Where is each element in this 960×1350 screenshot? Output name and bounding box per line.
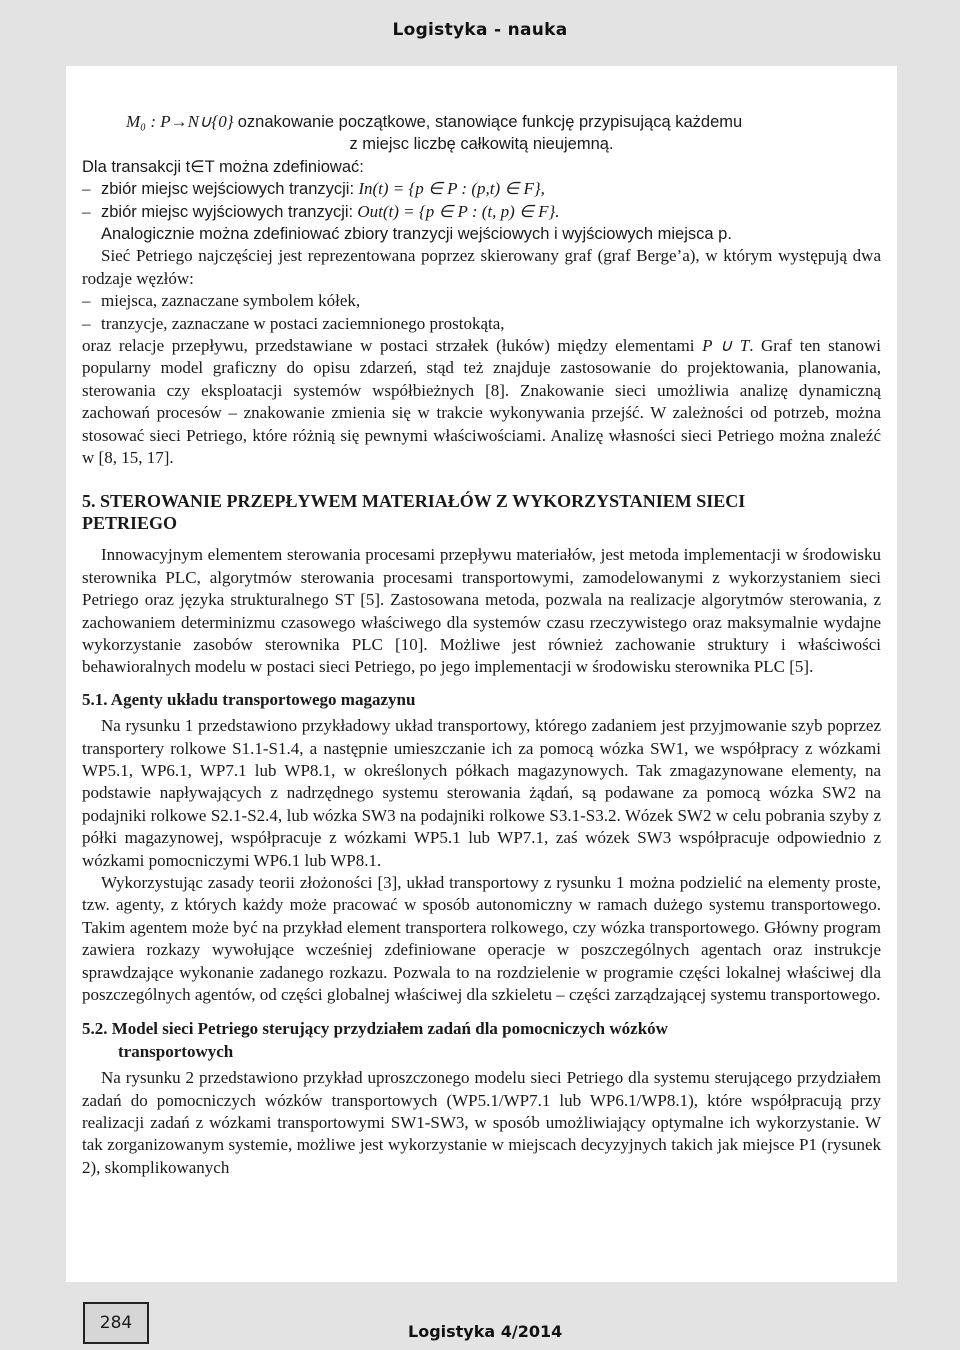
section-5-2-paragraph: Na rysunku 2 przedstawiono przykład uproszczonego modelu sieci Petriego dla systemu sterującego przydziałem zadań do pomocniczych wózków transportowych (WP5.1/WP7.1 lub WP6.1/WP8.1), które współpracują przy realizacji zadań z wózkami transportowymi SW1-SW3, w sposób umożliwiający optymalne ich wykorzystanie. W tak zorganizowanym systemie, możliwe jest wykorzystanie w miejscach decyzyjnych takich jak miejsce P1 (rysunek 2), skomplikowanych (82, 1068, 881, 1177)
petri-bullet-transitions (82, 313, 881, 335)
section-5-1-heading: 5.1. Agenty układu transportowego magazynu (82, 689, 416, 709)
relations-text-a: oraz relacje przepływu, przedstawiane w postaci strzałek (łuków) między elementami (82, 336, 695, 356)
dash-glyph: – (82, 313, 91, 333)
relations-formula: P ∪ T (702, 336, 750, 356)
m0-text-1: oznakowanie początkowe, stanowiące funkcję przypisującą każdemu (237, 113, 743, 131)
in-label: zbiór miejsc wejściowych tranzycji: (101, 180, 355, 199)
petri-intro: Sieć Petriego najczęściej jest reprezentowana poprzez skierowany graf (graf Berge’a), w którym występują dwa rodzaje węzłów: (82, 246, 881, 288)
in-set-item (82, 178, 881, 200)
section-5-1-paragraph-2: Wykorzystując zasady teorii złożoności [3], układ transportowy z rysunku 1 można podzielić na elementy proste, tzw. agenty, z których każdy może pracować w sposób autonomiczny w ramach dużego systemu transportowego. Takim agentem może być na przykład element transportera rolkowego, czy wózka transportowego. Główny program zawiera rozkazy wywołujące wcześniej zdefiniowane operacje w poszczególnych agentach oraz instrukcje sprawdzające wykonanie zadanego rozkazu. Pozwala to na rozdzielenie w programie części lokalnej właściwej dla poszczególnych agentów, od części globalnej właściwej dla szkieletu – części zarządzającej systemu transportowego. (82, 873, 881, 1005)
dash-glyph: – (82, 179, 91, 199)
running-header: Logistyka - nauka (392, 20, 568, 40)
page-number-box: 284 (83, 1302, 149, 1344)
petri-bullet-1: miejsca, zaznaczane symbolem kółek, (101, 291, 361, 311)
section-5-1-paragraph-1: Na rysunku 1 przedstawiono przykładowy układ transportowy, którego zadaniem jest przyjmowanie szyb poprzez transportery rolkowe S1.1-S1.4, a następnie umieszczanie ich za pomocą wózka SW1, we współpracy z wózkami WP5.1, WP6.1, WP7.1 lub WP8.1, w określonych półkach magazynowych. Tak zmagazynowane elementy, na podstawie napływających z nadrzędnego systemu sterowania żądań, są podawane za pomocą wózka SW2 na podajniki rolkowe S2.1-S2.4, lub wózka SW3 na podajniki rolkowe S3.1-S3.2. Wózek SW2 w celu pobrania szyby z półki magazynowej, współpracuje z wózkami WP5.1 lub WP7.1, zaś wózek SW3 współpracuje odpowiednio z wózkami pomocniczymi WP6.1 lub WP8.1. (82, 716, 881, 870)
relations-text-b: . Graf ten stanowi popularny model graficzny do opisu zdarzeń, stąd też znajduje zastosowanie do projektowania, planowania, sterowania czy eksploatacji systemów współbieżnych [8]. Znakowanie sieci umożliwia analizę dynamiczną zachowań procesów – znakowanie zmienia się w trakcie wykonywania przejść. W zależności od potrzeb, można stosować sieci Petriego, które różnią się pewnymi właściwościami. Analizę własności sieci Petriego można znaleźć w [8, 15, 17]. (82, 336, 881, 468)
m0-text-2: z miejsc liczbę całkowitą nieujemną. (349, 135, 614, 154)
petri-bullet-2: tranzycje, zaznaczane w postaci zaciemnionego prostokąta, (101, 313, 505, 333)
section-5-heading-line-1: 5. STEROWANIE PRZEPŁYWEM MATERIAŁÓW Z WYKORZYSTANIEM SIECI (82, 490, 746, 511)
section-5-2-heading-line-2: transportowych (118, 1041, 234, 1061)
analog-definition: Analogicznie można zdefiniować zbiory tranzycji wejściowych i wyjściowych miejsca p. (101, 225, 732, 244)
dash-glyph: – (82, 291, 91, 311)
section-5-2-heading-line-1: 5.2. Model sieci Petriego sterujący przydziałem zadań dla pomocniczych wózków (82, 1019, 668, 1039)
section-5-heading-line-2: PETRIEGO (82, 512, 178, 533)
journal-footer: Logistyka 4/2014 (408, 1322, 563, 1341)
header-bar (0, 0, 960, 66)
m0-definition (82, 111, 881, 133)
in-formula: In(t) = {p ∈ P : (p,t) ∈ F}, (358, 179, 545, 199)
petri-bullet-places (82, 290, 881, 312)
article-content (82, 111, 881, 1179)
section-5-2-heading (82, 1018, 881, 1063)
out-label: zbiór miejsc wyjściowych tranzycji: (101, 202, 354, 221)
out-set-item (82, 201, 881, 223)
m0-formula: M₀ : P→N∪{0} (126, 112, 234, 131)
transaction-intro: Dla transakcji t∈T można zdefiniować: (82, 157, 364, 176)
out-formula: Out(t) = {p ∈ P : (t, p) ∈ F}. (357, 201, 560, 221)
dash-glyph: – (82, 201, 91, 221)
section-5-heading (82, 490, 881, 535)
section-5-paragraph: Innowacyjnym elementem sterowania procesami przepływu materiałów, jest metoda implementacji w środowisku sterownika PLC, algorytmów sterowania procesami transportowymi, zamodelowanymi z wykorzystaniem sieci Petriego oraz języka strukturalnego ST [5]. Zastosowana metoda, pozwala na realizacje algorytmów sterowania, z zachowaniem determinizmu czasowego właściwego dla systemów czasu rzeczywistego oraz maksymalnie wydajne wykorzystanie zasobów sterownika PLC [10]. Możliwe jest również zachowanie struktury i właściwości behawioralnych modelu w postaci sieci Petriego, po jego implementacji w środowisku sterownika PLC [5]. (82, 545, 881, 677)
page-body (66, 66, 897, 1282)
petri-relations (82, 335, 881, 469)
